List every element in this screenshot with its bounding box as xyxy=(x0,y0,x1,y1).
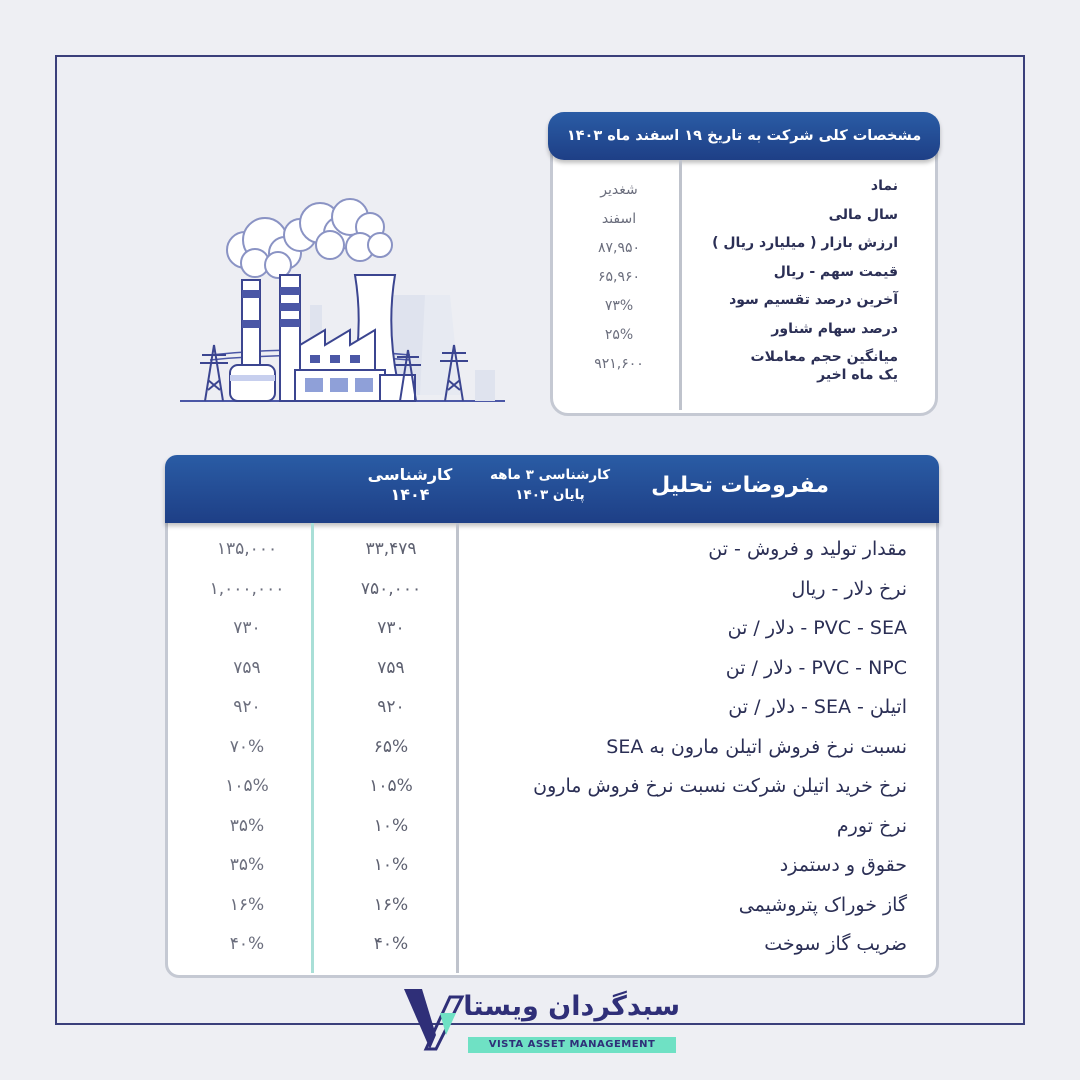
row-value-q3: ۹۲۰ xyxy=(377,697,405,717)
logo-name-en: VISTA ASSET MANAGEMENT xyxy=(468,1037,676,1053)
table-row xyxy=(165,530,939,570)
row-value-1404: ۳۵% xyxy=(229,815,265,836)
row-value-1404: ۱۳۵,۰۰۰ xyxy=(216,539,278,559)
label-share-price: قیمت سهم - ریال xyxy=(773,263,898,280)
vista-logo xyxy=(400,983,685,1063)
label-free-float: درصد سهام شناور xyxy=(771,320,898,337)
table-row xyxy=(165,688,939,728)
row-value-q3: ۱۰۵% xyxy=(369,776,413,796)
table-row xyxy=(165,846,939,886)
column-header-1404-line1: کارشناسی xyxy=(367,465,453,484)
row-value-1404: ۷۰% xyxy=(229,736,265,757)
row-value-1404: ۱۰۵% xyxy=(225,776,269,796)
card-divider xyxy=(679,160,682,410)
table-row xyxy=(165,767,939,807)
row-value-q3: ۶۵% xyxy=(373,736,409,757)
row-label: نسبت نرخ فروش اتیلن مارون به SEA xyxy=(606,735,907,758)
column-header-1404 xyxy=(340,465,480,505)
row-value-1404: ۴۰% xyxy=(229,934,265,954)
company-info-title: مشخصات کلی شرکت به تاریخ ۱۹ اسفند ماه ۱۴۰۳ xyxy=(548,112,940,160)
row-label: PVC - SEA - دلار / تن xyxy=(727,617,907,639)
row-value-q3: ۷۵۰,۰۰۰ xyxy=(360,578,422,599)
table-row xyxy=(165,807,939,847)
column-header-q3-line1: کارشناسی ۳ ماهه xyxy=(489,467,611,483)
row-value-q3: ۳۳,۴۷۹ xyxy=(365,539,417,559)
row-label: گاز خوراک پتروشیمی xyxy=(738,893,907,916)
label-avg-volume xyxy=(688,343,898,384)
label-market-cap: ارزش بازار ( میلیارد ریال ) xyxy=(712,235,898,251)
label-fiscal-year: سال مالی xyxy=(828,206,898,223)
label-avg-volume-line1: میانگین حجم معاملات xyxy=(750,349,898,365)
column-header-q3-1403 xyxy=(480,465,620,505)
table-row xyxy=(165,925,939,965)
table-row xyxy=(165,728,939,768)
row-value-q3: ۴۰% xyxy=(373,934,409,954)
row-label: نرخ دلار - ریال xyxy=(791,577,907,600)
row-label: نرخ تورم xyxy=(836,814,907,837)
column-header-q3-line2: پایان ۱۴۰۳ xyxy=(515,487,585,503)
row-label: PVC - NPC - دلار / تن xyxy=(725,656,907,679)
row-label: اتیلن - SEA - دلار / تن xyxy=(728,696,907,718)
value-symbol: شغدیر xyxy=(600,182,638,198)
row-value-q3: ۱۰% xyxy=(373,815,409,836)
value-fiscal-year: اسفند xyxy=(601,211,637,227)
label-symbol: نماد xyxy=(870,178,898,194)
assumptions-rows xyxy=(165,530,939,965)
row-value-q3: ۷۳۰ xyxy=(377,618,405,638)
value-market-cap: ۸۷,۹۵۰ xyxy=(597,240,641,256)
row-value-1404: ۹۲۰ xyxy=(233,697,261,717)
row-label: ضریب گاز سوخت xyxy=(764,933,907,955)
row-label: مقدار تولید و فروش - تن xyxy=(708,538,907,560)
row-value-1404: ۳۵% xyxy=(229,855,265,875)
row-value-q3: ۱۶% xyxy=(373,894,409,915)
table-row xyxy=(165,886,939,926)
row-value-q3: ۱۰% xyxy=(373,855,409,875)
row-value-q3: ۷۵۹ xyxy=(377,657,405,678)
row-value-1404: ۱۶% xyxy=(229,894,265,915)
company-info-values xyxy=(560,176,678,379)
company-info-labels xyxy=(688,172,898,384)
table-row xyxy=(165,609,939,649)
table-row xyxy=(165,649,939,689)
factory-illustration xyxy=(180,195,505,410)
value-free-float: ۲۵% xyxy=(604,327,634,343)
row-value-1404: ۱,۰۰۰,۰۰۰ xyxy=(209,578,285,599)
value-avg-volume: ۹۲۱,۶۰۰ xyxy=(594,356,644,372)
row-label: حقوق و دستمزد xyxy=(779,854,907,876)
label-avg-volume-line2: یک ماه اخیر xyxy=(817,367,898,383)
row-value-1404: ۷۳۰ xyxy=(233,618,261,638)
value-last-dividend: ۷۳% xyxy=(604,298,634,314)
assumptions-header xyxy=(165,455,939,523)
table-row xyxy=(165,570,939,610)
value-share-price: ۶۵,۹۶۰ xyxy=(597,269,641,285)
row-value-1404: ۷۵۹ xyxy=(233,657,261,678)
column-header-1404-line2: ۱۴۰۴ xyxy=(390,485,430,504)
label-last-dividend: آخرین درصد تقسیم سود xyxy=(729,292,898,308)
vista-logo-mark-icon xyxy=(400,983,466,1055)
assumptions-title: مفروضات تحلیل xyxy=(651,473,829,498)
logo-name-fa: سبدگردان ویستا xyxy=(463,991,680,1022)
row-label: نرخ خرید اتیلن شرکت نسبت نرخ فروش مارون xyxy=(533,775,907,797)
